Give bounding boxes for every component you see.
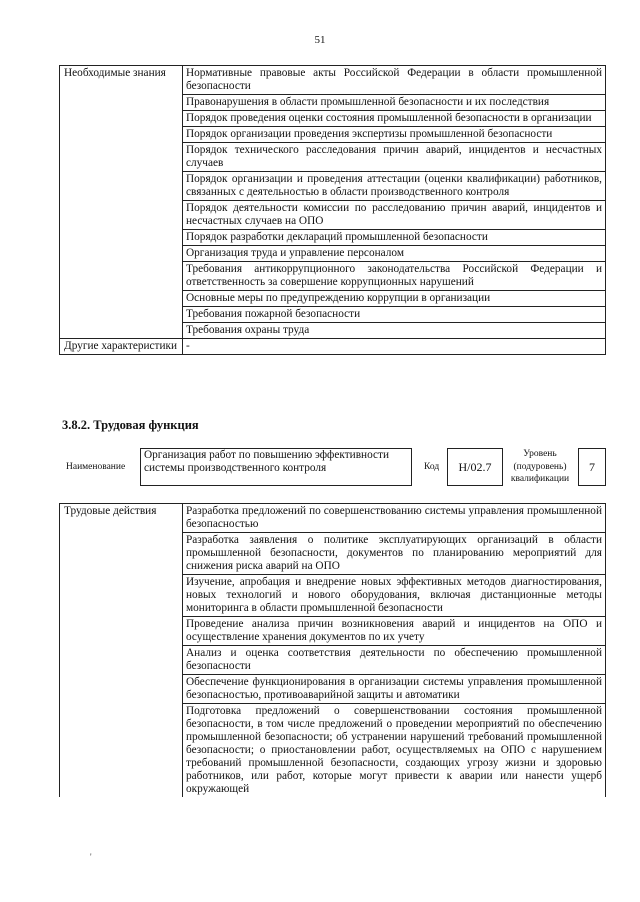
labor-action-row-text: Подготовка предложений о совершенствовании состояния промышленной безопасности, в том числе предложений о проведении мероприятий по обеспечению промышленной безопасности; об устранении нарушений требований промышленной безопасности; о приостановлении работ, осуществляемых на ОПО с нарушением требований промышленной безопасности, создающих угрозу жизни и здоровью работников, или работ, которые могут привести к аварии или нанести ущерб окружающей — [183, 704, 606, 798]
labor-actions-label: Трудовые действия — [60, 504, 183, 798]
labor-action-row — [60, 504, 606, 533]
level-label: Уровень (подуровень) квалификации — [510, 449, 570, 484]
knowledge-row-text: Порядок проведения оценки состояния промышленной безопасности в организации — [183, 111, 606, 127]
knowledge-row-text: Порядок разработки деклараций промышленной безопасности — [183, 230, 606, 246]
page-number: 51 — [314, 34, 326, 46]
knowledge-row-text: Порядок организации проведения экспертизы промышленной безопасности — [183, 127, 606, 143]
knowledge-label: Необходимые знания — [60, 66, 183, 339]
knowledge-table — [59, 65, 606, 355]
labor-actions-table — [59, 503, 606, 797]
labor-function-header — [60, 448, 620, 488]
knowledge-row-text: Организация труда и управление персоналом — [183, 246, 606, 262]
code-label: Код — [424, 462, 440, 472]
knowledge-row-text: Порядок организации и проведения аттестации (оценки квалификации) работников, связанных с деятельностью в области производственного контроля — [183, 172, 606, 201]
labor-action-row-text: Разработка заявления о политике эксплуатирующих организаций в области промышленной безопасности, документов по планированию мероприятий для снижения риска аварий на ОПО — [183, 533, 606, 575]
section-heading: 3.8.2. Трудовая функция — [62, 418, 199, 432]
function-code: Н/02.7 — [447, 448, 503, 486]
knowledge-row-text: Требования охраны труда — [183, 323, 606, 339]
stray-mark: ' — [90, 852, 92, 862]
knowledge-row-text: Нормативные правовые акты Российской Федерации в области промышленной безопасности — [183, 66, 606, 95]
other-characteristics-label: Другие характеристики — [60, 339, 183, 355]
labor-action-row-text: Обеспечение функционирования в организации системы управления промышленной безопасностью, противоаварийной защиты и автоматики — [183, 675, 606, 704]
name-label: Наименование — [66, 462, 126, 472]
function-name: Организация работ по повышению эффективности системы производственного контроля — [140, 448, 412, 486]
other-characteristics-value: - — [183, 339, 606, 355]
qualification-level: 7 — [578, 448, 606, 486]
knowledge-row — [60, 66, 606, 95]
knowledge-row-text: Требования антикоррупционного законодательства Российской Федерации и ответственность за совершение коррупционных нарушений — [183, 262, 606, 291]
knowledge-row-text: Порядок деятельности комиссии по расследованию причин аварий, инцидентов и несчастных случаев на ОПО — [183, 201, 606, 230]
labor-action-row-text: Изучение, апробация и внедрение новых эффективных методов диагностирования, новых технологий и нового оборудования, включая дистанционные методы мониторинга в области промышленной безопасности — [183, 575, 606, 617]
knowledge-row-text: Порядок технического расследования причин аварий, инцидентов и несчастных случаев — [183, 143, 606, 172]
labor-action-row-text: Разработка предложений по совершенствованию системы управления промышленной безопасностью — [183, 504, 606, 533]
knowledge-row-text: Правонарушения в области промышленной безопасности и их последствия — [183, 95, 606, 111]
knowledge-row-text: Требования пожарной безопасности — [183, 307, 606, 323]
knowledge-row-text: Основные меры по предупреждению коррупции в организации — [183, 291, 606, 307]
labor-action-row-text: Анализ и оценка соответствия деятельности по обеспечению промышленной безопасности — [183, 646, 606, 675]
labor-action-row-text: Проведение анализа причин возникновения аварий и инцидентов на ОПО и осуществление хранения документов по их учету — [183, 617, 606, 646]
other-characteristics-row — [60, 339, 606, 355]
